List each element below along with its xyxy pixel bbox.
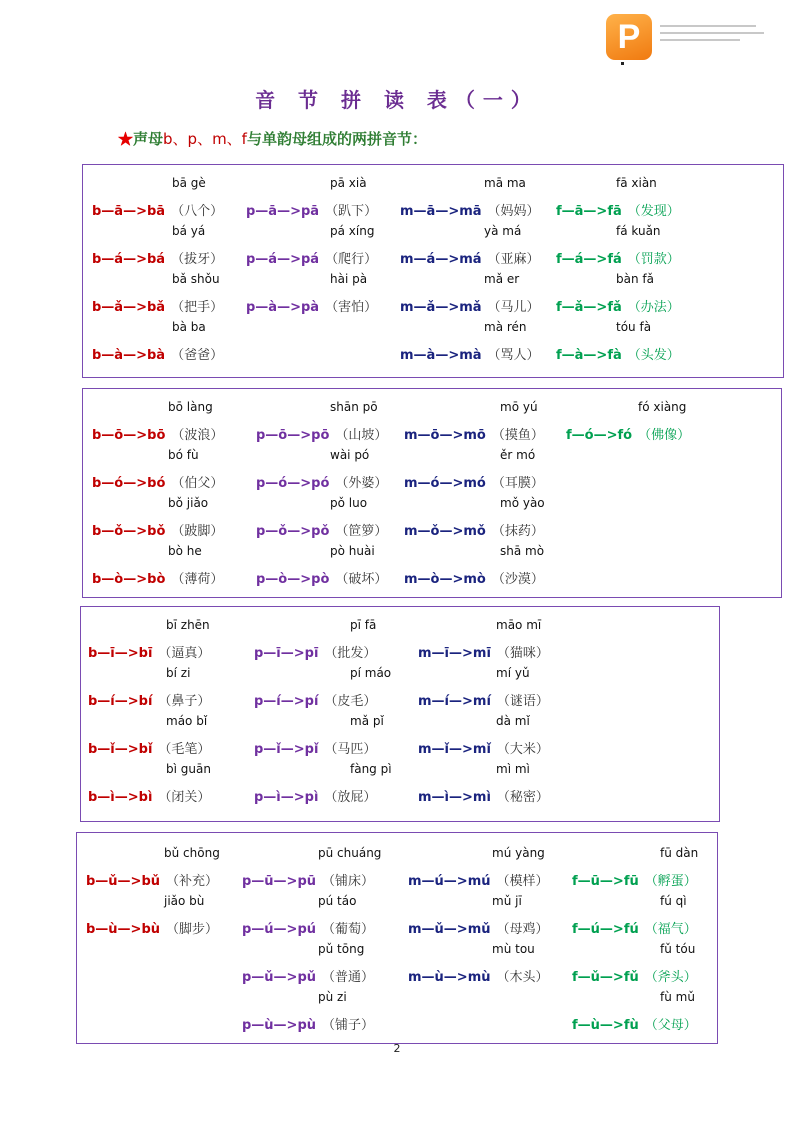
spelling-row bbox=[400, 200, 540, 219]
syllable-result: pà bbox=[300, 300, 320, 315]
spelling-formula: p—á—> bbox=[246, 252, 301, 267]
pinyin-word: shān pō bbox=[330, 400, 378, 414]
chinese-word: （薄荷） bbox=[171, 572, 224, 587]
spelling-row bbox=[572, 870, 697, 889]
syllable-result: pǔ bbox=[297, 970, 317, 985]
pinyin-word: pā xià bbox=[330, 176, 367, 190]
chinese-word: （外婆） bbox=[335, 476, 388, 491]
spelling-row bbox=[92, 248, 223, 267]
chinese-word: （毛笔） bbox=[158, 742, 211, 757]
spelling-row bbox=[242, 870, 374, 889]
spelling-formula: m—ò—> bbox=[404, 572, 464, 587]
chinese-word: （大米） bbox=[496, 742, 549, 757]
chinese-word: （摸鱼） bbox=[491, 428, 544, 443]
spelling-row bbox=[404, 424, 544, 443]
spelling-formula: p—ú—> bbox=[242, 922, 298, 937]
syllable-result: bī bbox=[138, 646, 153, 661]
spelling-row bbox=[254, 786, 376, 805]
spelling-formula: m—ǒ—> bbox=[404, 524, 464, 539]
pinyin-word: pǔ tōng bbox=[318, 942, 365, 956]
spelling-row bbox=[572, 1014, 697, 1033]
spelling-row bbox=[92, 344, 223, 363]
pinyin-word: yà má bbox=[484, 224, 522, 238]
spelling-row bbox=[246, 200, 377, 219]
syllable-result: bí bbox=[138, 694, 153, 709]
syllable-result: pí bbox=[304, 694, 319, 709]
decorative-dot bbox=[621, 62, 624, 65]
spelling-formula: m—ì—> bbox=[418, 790, 473, 805]
pinyin-word: mì mì bbox=[496, 762, 530, 776]
pinyin-word: mǒ yào bbox=[500, 496, 545, 510]
spelling-row bbox=[254, 642, 376, 661]
chinese-word: （闭关） bbox=[158, 790, 211, 805]
spelling-row bbox=[400, 344, 540, 363]
spelling-formula: b—ǒ—> bbox=[92, 524, 148, 539]
pinyin-word: fó xiàng bbox=[638, 400, 687, 414]
spelling-formula: f—ó—> bbox=[566, 428, 618, 443]
syllable-result: mō bbox=[463, 428, 486, 443]
syllable-result: pā bbox=[300, 204, 320, 219]
syllable-result: bō bbox=[147, 428, 166, 443]
syllable-result: pá bbox=[300, 252, 320, 267]
spelling-formula: b—ì—> bbox=[88, 790, 139, 805]
spelling-formula: m—ā—> bbox=[400, 204, 460, 219]
chinese-word: （山坡） bbox=[335, 428, 388, 443]
chinese-word: （抹药） bbox=[491, 524, 544, 539]
syllable-result: mǎ bbox=[459, 300, 482, 315]
syllable-result: pù bbox=[297, 1018, 317, 1033]
spelling-formula: b—í—> bbox=[88, 694, 139, 709]
syllable-result: mù bbox=[467, 970, 491, 985]
spelling-formula: b—ù—> bbox=[86, 922, 142, 937]
chinese-word: （葡萄） bbox=[322, 922, 375, 937]
pinyin-word: bà ba bbox=[172, 320, 206, 334]
chinese-word: （批发） bbox=[324, 646, 377, 661]
syllable-result: pǒ bbox=[311, 524, 330, 539]
syllable-result: bó bbox=[147, 476, 166, 491]
pinyin-word: mō yú bbox=[500, 400, 538, 414]
syllable-result: pō bbox=[311, 428, 330, 443]
spelling-formula: m—ó—> bbox=[404, 476, 464, 491]
page-number: 2 bbox=[393, 1042, 401, 1055]
chinese-word: （秘密） bbox=[496, 790, 549, 805]
chinese-word: （沙漠） bbox=[491, 572, 544, 587]
spelling-row bbox=[408, 870, 549, 889]
spelling-formula: p—ò—> bbox=[256, 572, 312, 587]
chinese-word: （波浪） bbox=[171, 428, 224, 443]
spelling-row bbox=[418, 642, 549, 661]
spelling-row bbox=[92, 520, 223, 539]
syllable-result: bǒ bbox=[147, 524, 166, 539]
chinese-word: （谜语） bbox=[496, 694, 549, 709]
spelling-row bbox=[556, 200, 680, 219]
pinyin-word: ěr mó bbox=[500, 448, 536, 462]
syllable-result: pì bbox=[304, 790, 319, 805]
spelling-row bbox=[88, 642, 210, 661]
pinyin-word: mǎ er bbox=[484, 272, 520, 286]
syllable-result: bǐ bbox=[138, 742, 153, 757]
spelling-formula: m—ǐ—> bbox=[418, 742, 473, 757]
pinyin-word: fā xiàn bbox=[616, 176, 657, 190]
spelling-row bbox=[254, 690, 376, 709]
syllable-result: pū bbox=[297, 874, 317, 889]
spelling-row bbox=[92, 568, 223, 587]
subtitle-suffix: 与单韵母组成的两拼音节： bbox=[246, 130, 427, 148]
chinese-word: （模样） bbox=[496, 874, 549, 889]
spelling-row bbox=[566, 424, 690, 443]
chinese-word: （放屁） bbox=[324, 790, 377, 805]
syllable-result: pò bbox=[311, 572, 330, 587]
syllable-result: fū bbox=[623, 874, 639, 889]
syllable-result: bǔ bbox=[141, 874, 161, 889]
spelling-row bbox=[242, 918, 374, 937]
spelling-row bbox=[556, 296, 680, 315]
spelling-row bbox=[418, 738, 549, 757]
spelling-formula: m—à—> bbox=[400, 348, 460, 363]
spelling-formula: p—ǐ—> bbox=[254, 742, 305, 757]
syllable-result: fú bbox=[623, 922, 639, 937]
spelling-formula: b—ǔ—> bbox=[86, 874, 142, 889]
chinese-word: （妈妈） bbox=[487, 204, 540, 219]
pinyin-word: mā ma bbox=[484, 176, 526, 190]
pinyin-word: pú táo bbox=[318, 894, 357, 908]
chinese-word: （铺子） bbox=[322, 1018, 375, 1033]
syllable-result: má bbox=[459, 252, 482, 267]
spelling-row bbox=[88, 786, 210, 805]
syllable-result: mǔ bbox=[467, 922, 491, 937]
chinese-word: （鼻子） bbox=[158, 694, 211, 709]
spelling-formula: p—ì—> bbox=[254, 790, 305, 805]
syllable-result: fǎ bbox=[607, 300, 622, 315]
star-icon: ★ bbox=[118, 130, 134, 148]
pinyin-word: fǔ tóu bbox=[660, 942, 696, 956]
spelling-row bbox=[246, 296, 377, 315]
pinyin-word: shā mò bbox=[500, 544, 545, 558]
pinyin-word: bā gè bbox=[172, 176, 206, 190]
spelling-row bbox=[242, 966, 374, 985]
syllable-result: mò bbox=[463, 572, 486, 587]
spelling-formula: b—ó—> bbox=[92, 476, 148, 491]
spelling-row bbox=[418, 786, 549, 805]
chinese-word: （福气） bbox=[644, 922, 697, 937]
syllable-result: mó bbox=[463, 476, 486, 491]
pinyin-word: jiǎo bù bbox=[164, 894, 205, 908]
pinyin-word: bō làng bbox=[168, 400, 213, 414]
syllable-result: bò bbox=[147, 572, 166, 587]
syllable-result: pī bbox=[304, 646, 319, 661]
chinese-word: （脚步） bbox=[166, 922, 219, 937]
chinese-word: （破坏） bbox=[335, 572, 388, 587]
chinese-word: （罚款） bbox=[627, 252, 680, 267]
syllable-result: bā bbox=[146, 204, 166, 219]
spelling-row bbox=[256, 520, 387, 539]
subtitle-letters: b、p、m、f bbox=[163, 130, 247, 148]
syllable-result: bá bbox=[146, 252, 166, 267]
syllable-result: bǎ bbox=[146, 300, 166, 315]
chinese-word: （木头） bbox=[496, 970, 549, 985]
syllable-result: mú bbox=[467, 874, 491, 889]
spelling-formula: m—ǔ—> bbox=[408, 922, 468, 937]
chinese-word: （趴下） bbox=[325, 204, 378, 219]
spelling-formula: p—ǒ—> bbox=[256, 524, 312, 539]
pinyin-word: bó fù bbox=[168, 448, 199, 462]
spelling-formula: f—ǔ—> bbox=[572, 970, 624, 985]
syllable-result: mì bbox=[472, 790, 491, 805]
pinyin-word: dà mǐ bbox=[496, 714, 530, 728]
syllable-result: fǔ bbox=[623, 970, 639, 985]
spelling-row bbox=[418, 690, 549, 709]
spelling-formula: b—ò—> bbox=[92, 572, 148, 587]
pinyin-word: bàn fǎ bbox=[616, 272, 654, 286]
chinese-word: （骂人） bbox=[487, 348, 540, 363]
spelling-row bbox=[92, 472, 223, 491]
pinyin-word: fú qì bbox=[660, 894, 687, 908]
syllable-result: fà bbox=[607, 348, 622, 363]
chinese-word: （拔牙） bbox=[171, 252, 224, 267]
chinese-word: （孵蛋） bbox=[644, 874, 697, 889]
pinyin-word: mǎ pǐ bbox=[350, 714, 384, 728]
spelling-formula: m—ǎ—> bbox=[400, 300, 460, 315]
logo-tagline-graphic bbox=[660, 20, 772, 52]
pinyin-word: bī zhēn bbox=[166, 618, 210, 632]
spelling-formula: m—ù—> bbox=[408, 970, 468, 985]
spelling-formula: m—ú—> bbox=[408, 874, 468, 889]
spelling-row bbox=[400, 248, 540, 267]
spelling-formula: p—ī—> bbox=[254, 646, 305, 661]
chinese-word: （亚麻） bbox=[487, 252, 540, 267]
spelling-formula: f—ú—> bbox=[572, 922, 624, 937]
pinyin-word: bǔ chōng bbox=[164, 846, 220, 860]
syllable-table-o bbox=[82, 388, 782, 598]
pinyin-word: māo mī bbox=[496, 618, 542, 632]
pinyin-word: mà rén bbox=[484, 320, 527, 334]
syllable-result: pǐ bbox=[304, 742, 319, 757]
syllable-result: fá bbox=[607, 252, 622, 267]
pinyin-word: mù tou bbox=[492, 942, 535, 956]
chinese-word: （跛脚） bbox=[171, 524, 224, 539]
spelling-row bbox=[408, 918, 549, 937]
pinyin-word: tóu fà bbox=[616, 320, 652, 334]
syllable-result: pú bbox=[297, 922, 317, 937]
chinese-word: （伯父） bbox=[171, 476, 224, 491]
chinese-word: （补充） bbox=[166, 874, 219, 889]
spelling-row bbox=[256, 472, 387, 491]
spelling-formula: f—ū—> bbox=[572, 874, 624, 889]
chinese-word: （普通） bbox=[322, 970, 375, 985]
pinyin-word: mǔ jī bbox=[492, 894, 522, 908]
spelling-row bbox=[572, 966, 697, 985]
chinese-word: （父母） bbox=[644, 1018, 697, 1033]
spelling-formula: m—ō—> bbox=[404, 428, 464, 443]
syllable-result: pó bbox=[311, 476, 330, 491]
spelling-row bbox=[404, 520, 544, 539]
syllable-result: bà bbox=[146, 348, 166, 363]
pinyin-word: bí zi bbox=[166, 666, 191, 680]
spelling-formula: f—á—> bbox=[556, 252, 608, 267]
spelling-formula: b—ǎ—> bbox=[92, 300, 147, 315]
chinese-word: （把手） bbox=[171, 300, 224, 315]
subtitle-prefix: 声母 bbox=[133, 130, 164, 148]
pinyin-word: fá kuǎn bbox=[616, 224, 661, 238]
spelling-formula: f—ǎ—> bbox=[556, 300, 608, 315]
chinese-word: （斧头） bbox=[644, 970, 697, 985]
chinese-word: （逼真） bbox=[158, 646, 211, 661]
pinyin-word: pī fā bbox=[350, 618, 377, 632]
spelling-row bbox=[88, 738, 210, 757]
pinyin-word: bò he bbox=[168, 544, 202, 558]
spelling-row bbox=[254, 738, 376, 757]
pinyin-word: pù zi bbox=[318, 990, 347, 1004]
syllable-result: fā bbox=[607, 204, 622, 219]
spelling-formula: b—á—> bbox=[92, 252, 147, 267]
syllable-result: bì bbox=[138, 790, 153, 805]
spelling-row bbox=[404, 568, 544, 587]
syllable-result: mǐ bbox=[472, 742, 491, 757]
syllable-result: mī bbox=[472, 646, 491, 661]
spelling-row bbox=[92, 200, 223, 219]
spelling-row bbox=[572, 918, 697, 937]
spelling-formula: m—ī—> bbox=[418, 646, 473, 661]
spelling-formula: p—ù—> bbox=[242, 1018, 298, 1033]
spelling-row bbox=[92, 296, 223, 315]
syllable-result: mǒ bbox=[463, 524, 486, 539]
chinese-word: （马匹） bbox=[324, 742, 377, 757]
section-subtitle bbox=[118, 128, 427, 149]
spelling-row bbox=[246, 248, 377, 267]
chinese-word: （母鸡） bbox=[496, 922, 549, 937]
spelling-formula: m—í—> bbox=[418, 694, 473, 709]
spelling-row bbox=[242, 1014, 374, 1033]
spelling-row bbox=[86, 870, 218, 889]
pinyin-word: bǎ shǒu bbox=[172, 272, 220, 286]
pinyin-word: mí yǔ bbox=[496, 666, 530, 680]
syllable-result: mí bbox=[472, 694, 491, 709]
chinese-word: （办法） bbox=[627, 300, 680, 315]
pinyin-word: hài pà bbox=[330, 272, 368, 286]
pinyin-word: máo bǐ bbox=[166, 714, 208, 728]
syllable-result: fù bbox=[623, 1018, 639, 1033]
spelling-row bbox=[92, 424, 223, 443]
spelling-row bbox=[88, 690, 210, 709]
pinyin-word: pǒ luo bbox=[330, 496, 368, 510]
spelling-formula: p—ō—> bbox=[256, 428, 312, 443]
pinyin-word: bá yá bbox=[172, 224, 206, 238]
chinese-word: （笸箩） bbox=[335, 524, 388, 539]
spelling-formula: b—ī—> bbox=[88, 646, 139, 661]
pinyin-word: pò huài bbox=[330, 544, 375, 558]
spelling-row bbox=[404, 472, 544, 491]
pinyin-word: fū dàn bbox=[660, 846, 699, 860]
page-title: 音 节 拼 读 表（一） bbox=[255, 88, 539, 112]
chinese-word: （害怕） bbox=[325, 300, 378, 315]
chinese-word: （八个） bbox=[171, 204, 224, 219]
spelling-row bbox=[256, 424, 387, 443]
pinyin-word: bì guān bbox=[166, 762, 211, 776]
chinese-word: （铺床） bbox=[322, 874, 375, 889]
chinese-word: （发现） bbox=[627, 204, 680, 219]
pinyin-word: fàng pì bbox=[350, 762, 392, 776]
pinyin-word: wài pó bbox=[330, 448, 370, 462]
spelling-formula: f—à—> bbox=[556, 348, 608, 363]
chinese-word: （头发） bbox=[627, 348, 680, 363]
chinese-word: （皮毛） bbox=[324, 694, 377, 709]
spelling-formula: b—à—> bbox=[92, 348, 147, 363]
chinese-word: （佛像） bbox=[638, 428, 691, 443]
spelling-formula: p—í—> bbox=[254, 694, 305, 709]
syllable-result: mà bbox=[459, 348, 482, 363]
chinese-word: （爸爸） bbox=[171, 348, 224, 363]
chinese-word: （马儿） bbox=[487, 300, 540, 315]
syllable-result: mā bbox=[459, 204, 482, 219]
spelling-formula: b—ā—> bbox=[92, 204, 147, 219]
spelling-formula: m—á—> bbox=[400, 252, 460, 267]
chinese-word: （爬行） bbox=[325, 252, 378, 267]
spelling-row bbox=[86, 918, 218, 937]
syllable-result: fó bbox=[617, 428, 633, 443]
spelling-row bbox=[256, 568, 387, 587]
spelling-formula: p—ó—> bbox=[256, 476, 312, 491]
spelling-row bbox=[408, 966, 549, 985]
syllable-result: bù bbox=[141, 922, 161, 937]
spelling-formula: p—ǔ—> bbox=[242, 970, 298, 985]
chinese-word: （猫咪） bbox=[496, 646, 549, 661]
spelling-formula: f—ù—> bbox=[572, 1018, 624, 1033]
syllable-table-u bbox=[76, 832, 718, 1044]
pinyin-word: pí máo bbox=[350, 666, 392, 680]
pinyin-word: mú yàng bbox=[492, 846, 545, 860]
spelling-formula: p—ū—> bbox=[242, 874, 298, 889]
pinyin-word: pá xíng bbox=[330, 224, 375, 238]
pinyin-word: fù mǔ bbox=[660, 990, 695, 1004]
spelling-row bbox=[556, 344, 680, 363]
chinese-word: （耳膜） bbox=[491, 476, 544, 491]
app-logo: P bbox=[606, 14, 652, 60]
pinyin-word: pū chuáng bbox=[318, 846, 382, 860]
spelling-row bbox=[556, 248, 680, 267]
spelling-formula: p—à—> bbox=[246, 300, 301, 315]
spelling-formula: b—ō—> bbox=[92, 428, 148, 443]
spelling-formula: f—ā—> bbox=[556, 204, 608, 219]
pinyin-word: bǒ jiǎo bbox=[168, 496, 209, 510]
spelling-formula: b—ǐ—> bbox=[88, 742, 139, 757]
spelling-formula: p—ā—> bbox=[246, 204, 301, 219]
spelling-row bbox=[400, 296, 540, 315]
